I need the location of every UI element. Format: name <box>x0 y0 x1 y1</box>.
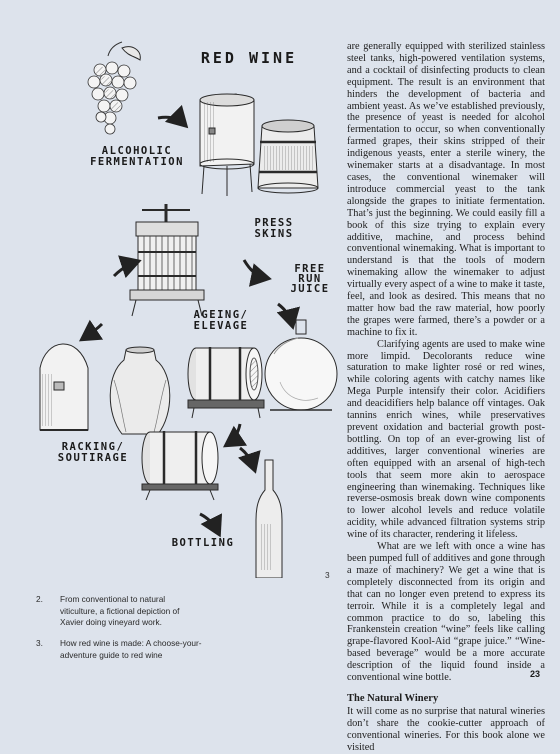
figure-number: 3 <box>325 570 330 580</box>
body-paragraph-2: Clarifying agents are used to make wine more limpid. Decolorants reduce wine saturation to make lighter rosé or red wines, while coloring agents with catchy names like Mega Purple intensify their color. Acidifiers and deacidifiers help balance off vintages. Oak tannins enrich wines, while preservatives prevent oxidation and bacterial growth post-bottling. On top of an ever-growing list of additives, larger conventional wineries are often equipped with an arsenal of high-tech tools that seem more akin to aerospace engineering than winemaking. Techniques like reverse-osmosis break down wine components to lower alcohol levels and reduce volatile acidity, while advanced filtration systems strip wine of its character, rendering it lifeless. <box>347 338 545 541</box>
label-line: ALCOHOLIC <box>101 145 173 157</box>
open-vat-drawing <box>258 120 318 193</box>
label-bottling: BOTTLING <box>171 537 235 549</box>
label-alcoholic-fermentation <box>72 146 202 168</box>
label-racking-soutirage <box>38 442 148 464</box>
label-line: RUN <box>298 273 322 285</box>
label-ageing-elevage <box>176 310 266 332</box>
illustration-drawing <box>18 38 340 578</box>
wine-press-drawing <box>130 204 204 316</box>
label-press-skins <box>242 218 306 240</box>
label-line: FREE <box>294 263 326 275</box>
section-heading: The Natural Winery <box>347 692 439 704</box>
label-line: SOUTIRAGE <box>57 452 129 464</box>
red-wine-process-illustration <box>18 38 340 578</box>
grape-bunch-drawing <box>88 42 140 134</box>
steel-tank-drawing <box>200 94 254 196</box>
body-paragraph-1: are generally equipped with sterilized stainless steel tanks, high-powered ventilation systems, and a cocktail of disinfecting products to clean equipment. The result is an environment that hinders the development of bacteria and ambient yeast. As we’ve established previously, the presence of yeast is needed for alcohol fermentation to occur, so when conventionally farmed grapes, their skins stripped of their indigenous yeasts, enter a sterile winery, the winemaker starts at a disadvantage. In most cases, the conventional winemaker will introduce commercial yeast to the tank alongside the grapes to initiate fermentation. That’s just the beginning. We could easily fill a book of this size trying to explain every additive, machine, and process behind conventional winemaking. What is important to understand is that the tools of modern winemaking allow the winemaker to adjust virtually every aspect of a wine to make it taste, feel, and look as desired. This means that no matter how bad the raw material, how poorly the grapes were farmed, there’s a powder or a machine to fix it. <box>347 41 545 338</box>
caption-text: From conventional to natural viticulture, a fictional depiction of Xavier doing vineyard work. <box>60 594 180 628</box>
body-paragraph-4: It will come as no surprise that natural wineries don’t share the cookie-cutter approach of conventional wineries. For this book alone we visited <box>347 705 545 753</box>
label-line: JUICE <box>290 283 330 295</box>
caption-text: How red wine is made: A choose-your-adventure guide to red wine <box>60 638 202 660</box>
red-wine-title: RED WINE <box>200 49 298 67</box>
amphora-drawing <box>110 347 170 434</box>
label-line: SKINS <box>254 228 294 240</box>
caption-3 <box>36 638 206 668</box>
caption-2 <box>36 594 206 642</box>
caption-number: 3. <box>36 638 43 648</box>
racking-barrel-drawing <box>142 431 218 500</box>
page-number: 23 <box>529 669 540 679</box>
label-line: ELEVAGE <box>193 320 249 332</box>
ageing-barrel-drawing <box>188 347 264 418</box>
label-free-run-juice <box>280 264 340 294</box>
caption-number: 2. <box>36 594 43 604</box>
label-line: RACKING/ <box>61 441 125 453</box>
glass-globe-drawing <box>265 320 337 410</box>
concrete-tank-drawing <box>40 344 88 430</box>
label-line: PRESS <box>254 217 294 229</box>
body-text-column <box>347 41 545 754</box>
wine-bottle-drawing <box>256 460 282 578</box>
body-paragraph-3: What are we left with once a wine has been pumped full of additives and gone through a maze of machinery? We get a wine that is completely disconnected from its origin and that can no longer even pretend to express its terroir. While it is a completely legal and common practice to do so, labeling this Frankenstein creation “wine” feels like calling grape-flavored Kool-Aid “grape juice.” “Wine-based beverage” would be a more accurate description of the liquid found inside a conventional wine bottle. <box>347 541 545 684</box>
label-line: FERMENTATION <box>90 156 184 168</box>
label-line: AGEING/ <box>193 309 249 321</box>
